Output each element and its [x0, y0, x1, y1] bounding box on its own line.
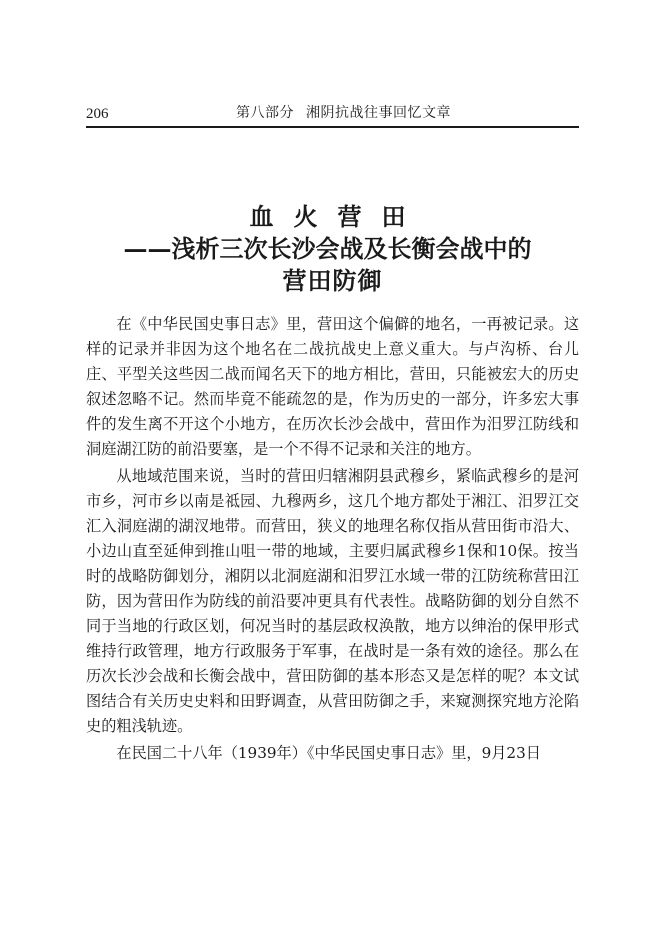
page-number: 206 [86, 106, 109, 122]
paragraph-2: 从地域范围来说，当时的营田归辖湘阴县武穆乡，紧临武穆乡的是河市乡，河市乡以南是祗园、九穆两乡，这几个地方都处于湘江、汨罗江交汇入洞庭湖的湖汊地带。而营田，狭义的地理名称仅指从营田街市沿大、小边山直至延伸到推山咀一带的地域，主要归属武穆乡1保和10保。按当时的战略防御划分，湘阴以北洞庭湖和汨罗江水域一带的江防统称营田江防，因为营田作为防线的前沿要冲更具有代表性。战略防御的划分自然不同于当地的行政区划，何况当时的基层政权涣散，地方以绅治的保甲形式维持行政管理，地方行政服务于军事，在战时是一条有效的途径。那么在历次长沙会战和长衡会战中，营田防御的基本形态又是怎样的呢？本文试图结合有关历史史料和田野调查，从营田防御之手，来窥测探究地方沦陷史的粗浅轨迹。 [86, 467, 579, 735]
article-subtitle-line2: 营田防御 [282, 266, 383, 295]
article-title: 血火营田 [249, 202, 426, 231]
article-subtitle-line1: ——浅析三次长沙会战及长衡会战中的 [123, 234, 532, 263]
article-title-block [86, 201, 579, 297]
running-header [86, 104, 579, 128]
header-book-title: 湘阴抗战往事回忆文章 [306, 105, 451, 121]
header-part: 第八部分 [236, 105, 294, 121]
article-body [86, 312, 579, 766]
paragraph-3: 在民国二十八年（1939年）《中华民国史事日志》里，9月23日 [116, 744, 541, 762]
paragraph-1: 在《中华民国史事日志》里，营田这个偏僻的地名，一再被记录。这样的记录并非因为这个地名在二战抗战史上意义重大。与卢沟桥、台儿庄、平型关这些因二战而闻名天下的地方相比，营田，只能被宏大的历史叙述忽略不记。然而毕竟不能疏忽的是，作为历史的一部分，许多宏大事件的发生离不开这个小地方，在历次长沙会战中，营田作为汨罗江防线和洞庭湖江防的前沿要塞，是一个不得不记录和关注的地方。 [86, 315, 579, 458]
header-title [236, 104, 451, 122]
